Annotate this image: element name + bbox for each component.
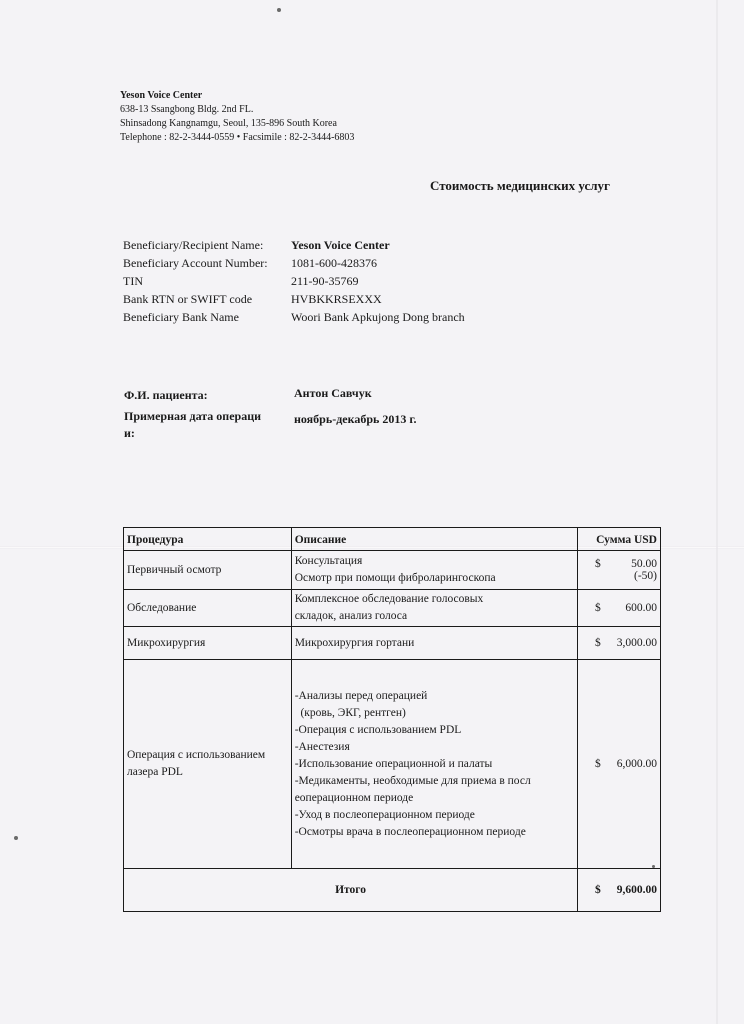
- total-label: Итого: [124, 869, 578, 912]
- patient-name-label: Ф.И. пациента:: [124, 388, 208, 402]
- operation-date-label-cont: и:: [124, 426, 135, 440]
- cost-table: [123, 527, 661, 912]
- description-cell: [291, 551, 577, 590]
- description-line: складок, анализ голоса: [294, 610, 408, 622]
- bank-value: Woori Bank Apkujong Dong branch: [291, 310, 465, 324]
- currency-sign: $: [595, 558, 601, 570]
- scan-speck: [277, 8, 281, 12]
- table-header-row: [124, 528, 661, 551]
- amount-cell: [578, 551, 661, 590]
- description-line: -Анестезия: [294, 740, 350, 753]
- bank-label: Bank RTN or SWIFT code: [123, 292, 253, 306]
- amount-value: 6,000.00: [616, 758, 657, 770]
- currency-sign: $: [595, 758, 601, 770]
- table-row: [124, 551, 661, 590]
- description-line: -Медикаменты, необходимые для приема в посл: [294, 774, 531, 787]
- procedure-cell: Первичный осмотр: [124, 551, 292, 590]
- sender-block: [120, 89, 354, 145]
- description-line: еоперационном периоде: [294, 791, 414, 804]
- procedure-line: лазера PDL: [127, 766, 183, 778]
- description-line: -Использование операционной и палаты: [294, 757, 493, 770]
- bank-label: Beneficiary Account Number:: [123, 256, 268, 270]
- currency-sign: $: [595, 884, 601, 896]
- operation-date-label: Примерная дата операци: [124, 409, 262, 423]
- document-title: Стоимость медицинских услуг: [430, 178, 610, 193]
- sender-contacts: Telephone : 82-2-3444-0559 • Facsimile : 82-2-3444-6803: [120, 132, 355, 143]
- procedure-line: Операция с использованием: [127, 749, 266, 761]
- description-line: Осмотр при помощи фиброларингоскопа: [294, 572, 496, 584]
- description-line: -Операция с использованием PDL: [294, 723, 462, 736]
- bank-label: TIN: [123, 274, 143, 288]
- amount-cell: [578, 590, 661, 627]
- description-cell: [291, 660, 577, 869]
- header-procedure: Процедура: [124, 528, 292, 551]
- amount-value: 600.00: [625, 602, 657, 614]
- bank-label: Beneficiary/Recipient Name:: [123, 238, 264, 252]
- sender-name: Yeson Voice Center: [120, 90, 203, 101]
- table-row: [124, 660, 661, 869]
- bank-label: Beneficiary Bank Name: [123, 310, 239, 324]
- table-total-row: [124, 869, 661, 912]
- description-line: Консультация: [294, 555, 363, 567]
- amount-value: 50.00: [631, 558, 657, 570]
- description-line: -Уход в послеоперационном периоде: [294, 808, 475, 821]
- procedure-cell: [124, 660, 292, 869]
- currency-sign: $: [595, 637, 601, 649]
- operation-date-value: ноябрь-декабрь 2013 г.: [294, 412, 417, 426]
- header-description: Описание: [291, 528, 577, 551]
- table-row: [124, 627, 661, 660]
- description-cell: [291, 590, 577, 627]
- header-amount: Сумма USD: [578, 528, 661, 551]
- description-line: (кровь, ЭКГ, рентген): [294, 706, 406, 719]
- paper-fold-vertical: [716, 0, 718, 1024]
- amount-cell: [578, 627, 661, 660]
- bank-value: 1081-600-428376: [291, 256, 377, 270]
- amount-cell: [578, 660, 661, 869]
- total-amount: 9,600.00: [616, 884, 657, 896]
- patient-name-value: Антон Савчук: [294, 386, 372, 400]
- sender-address-2: Shinsadong Kangnamgu, Seoul, 135-896 South Korea: [120, 118, 337, 129]
- description-line: Комплексное обследование голосовых: [294, 593, 484, 605]
- amount-note: (-50): [634, 570, 657, 582]
- description-line: Микрохирургия гортани: [294, 636, 415, 649]
- currency-sign: $: [595, 602, 601, 614]
- procedure-cell: Обследование: [124, 590, 292, 627]
- procedure-cell: Микрохирургия: [124, 627, 292, 660]
- description-line: -Осмотры врача в послеоперационном периоде: [294, 825, 526, 838]
- bank-value: 211-90-35769: [291, 274, 359, 288]
- description-cell: [291, 627, 577, 660]
- scan-speck: [14, 836, 18, 840]
- table-row: [124, 590, 661, 627]
- bank-value: Yeson Voice Center: [291, 238, 390, 252]
- amount-value: 3,000.00: [616, 637, 657, 649]
- total-amount-cell: [578, 869, 661, 912]
- sender-address-1: 638-13 Ssangbong Bldg. 2nd FL.: [120, 104, 254, 115]
- bank-value: HVBKKRSEXXX: [291, 292, 382, 306]
- description-line: -Анализы перед операцией: [294, 689, 428, 702]
